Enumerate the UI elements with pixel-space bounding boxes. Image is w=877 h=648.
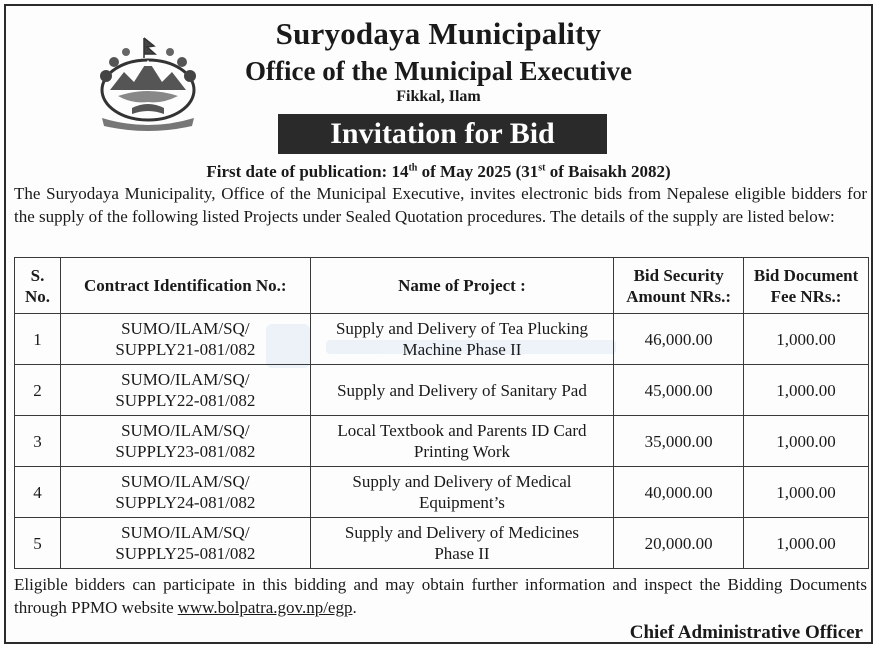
- cell-project-name: Supply and Delivery of Medicines Phase II: [310, 518, 614, 569]
- signatory-title: Chief Administrative Officer: [629, 622, 863, 643]
- cell-project-name: Supply and Delivery of Sanitary Pad: [310, 365, 614, 416]
- header-contract-id: Contract Identification No.:: [60, 258, 310, 314]
- cell-bid-fee: 1,000.00: [744, 314, 869, 365]
- header-bid-security: Bid Security Amount NRs.:: [614, 258, 744, 314]
- table-row: [15, 467, 869, 518]
- cell-contract-id: SUMO/ILAM/SQ/ SUPPLY25-081/082: [60, 518, 310, 569]
- cell-bid-fee: 1,000.00: [744, 416, 869, 467]
- cell-bid-security: 20,000.00: [614, 518, 744, 569]
- header-bid-fee: Bid Document Fee NRs.:: [744, 258, 869, 314]
- table-row: [15, 518, 869, 569]
- cell-sn: 5: [15, 518, 61, 569]
- cell-contract-id: SUMO/ILAM/SQ/ SUPPLY24-081/082: [60, 467, 310, 518]
- footer-paragraph: Eligible bidders can participate in this bidding and may obtain further information and inspect the Bidding Documents through PPMO website www.bolpatra.gov.np/egp.: [14, 575, 867, 617]
- notice-frame: [4, 4, 873, 644]
- cell-bid-security: 45,000.00: [614, 365, 744, 416]
- cell-project-name: Supply and Delivery of Medical Equipment’s: [310, 467, 614, 518]
- header-project-name: Name of Project :: [310, 258, 614, 314]
- header: [6, 6, 871, 116]
- table-header-row: [15, 258, 869, 314]
- ppmo-website-link[interactable]: www.bolpatra.gov.np/egp: [177, 597, 353, 617]
- office-name: Office of the Municipal Executive: [245, 56, 632, 86]
- cell-bid-fee: 1,000.00: [744, 365, 869, 416]
- cell-bid-fee: 1,000.00: [744, 467, 869, 518]
- office-location: Fikkal, Ilam: [396, 88, 481, 105]
- cell-project-name: Local Textbook and Parents ID Card Printing Work: [310, 416, 614, 467]
- cell-contract-id: SUMO/ILAM/SQ/ SUPPLY21-081/082: [60, 314, 310, 365]
- municipality-name: Suryodaya Municipality: [275, 16, 602, 51]
- cell-contract-id: SUMO/ILAM/SQ/ SUPPLY23-081/082: [60, 416, 310, 467]
- cell-bid-security: 40,000.00: [614, 467, 744, 518]
- bids-table: [14, 257, 869, 569]
- cell-sn: 2: [15, 365, 61, 416]
- cell-bid-fee: 1,000.00: [744, 518, 869, 569]
- cell-contract-id: SUMO/ILAM/SQ/ SUPPLY22-081/082: [60, 365, 310, 416]
- notice-title-banner: Invitation for Bid: [278, 114, 607, 154]
- table-row: [15, 365, 869, 416]
- cell-project-name: Supply and Delivery of Tea Plucking Machine Phase II: [310, 314, 614, 365]
- header-sn: S. No.: [15, 258, 61, 314]
- cell-bid-security: 35,000.00: [614, 416, 744, 467]
- cell-sn: 1: [15, 314, 61, 365]
- cell-sn: 3: [15, 416, 61, 467]
- table-row: [15, 314, 869, 365]
- intro-paragraph: The Suryodaya Municipality, Office of the Municipal Executive, invites electronic bids from Nepalese eligible bidders for the supply of the following listed Projects under Sealed Quotation procedures. The details of the supply are listed below:: [14, 184, 867, 226]
- publication-date: First date of publication: 14th of May 2025 (31st of Baisakh 2082): [206, 162, 671, 181]
- table-row: [15, 416, 869, 467]
- cell-sn: 4: [15, 467, 61, 518]
- cell-bid-security: 46,000.00: [614, 314, 744, 365]
